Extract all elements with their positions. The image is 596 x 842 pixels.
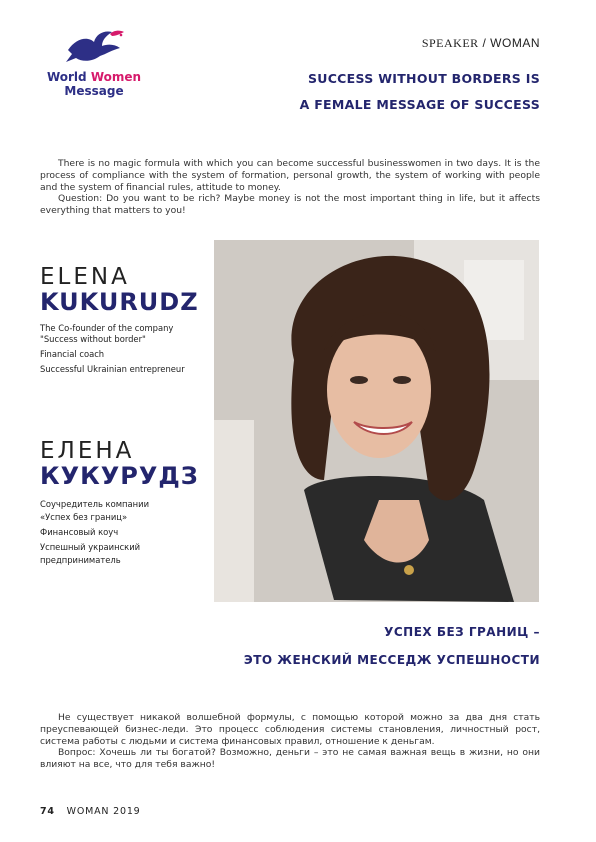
headline-ru-line1: УСПЕХ БЕЗ ГРАНИЦ – bbox=[384, 625, 540, 639]
logo-word-world: World bbox=[46, 70, 87, 84]
speaker-photo bbox=[214, 240, 539, 602]
role-en-2: "Success without border" bbox=[40, 334, 146, 344]
headline-english bbox=[300, 66, 540, 118]
page-number: 74 bbox=[40, 806, 55, 817]
intro-ru-paragraph-1: Не существует никакой волшебной формулы, с помощью которой можно за два дня стать преуспевающей бизнес-леди. Это процесс соблюдения системы становления, личностный рост, система работы с людьми и система финансовых правил, отношение к деньгам. bbox=[40, 712, 540, 747]
role-ru-1: Соучредитель компании bbox=[40, 499, 150, 509]
logo-word-women: Women bbox=[90, 70, 142, 84]
logo bbox=[44, 28, 144, 108]
headline-en-line1: SUCCESS WITHOUT BORDERS IS bbox=[307, 71, 540, 86]
intro-english bbox=[40, 158, 540, 217]
role-en-4: Successful Ukrainian entrepreneur bbox=[40, 364, 185, 374]
intro-en-paragraph-2: Question: Do you want to be rich? Maybe money is not the most important thing in life, but it affects everything that matters to you! bbox=[40, 193, 540, 217]
speaker-first-name-ru: ЕЛЕНА bbox=[40, 438, 135, 464]
speaker-roles-ru bbox=[40, 498, 149, 567]
headline-en-line2: A FEMALE MESSAGE OF SUCCESS bbox=[299, 97, 540, 112]
intro-en-paragraph-1: There is no magic formula with which you can become successful businesswomen in two days. It is the process of compliance with the system of formation, personal growth, the system of working with people and the system of financial rules, attitude to money. bbox=[40, 158, 540, 193]
intro-russian bbox=[40, 712, 540, 771]
speaker-roles-en bbox=[40, 322, 185, 376]
page-footer bbox=[40, 806, 141, 817]
role-ru-4: Успешный украинский bbox=[40, 542, 141, 552]
speaker-last-name-ru: КУКУРУДЗ bbox=[40, 462, 199, 490]
headline-russian bbox=[244, 618, 540, 674]
role-ru-2: «Успех без границ» bbox=[40, 512, 128, 522]
logo-word-message: Message bbox=[64, 84, 124, 98]
section-label bbox=[422, 36, 540, 51]
intro-ru-paragraph-2: Вопрос: Хочешь ли ты богатой? Возможно, деньги – это не самая важная вещь в жизни, но они влияют на все, что для тебя важно! bbox=[40, 747, 540, 771]
role-ru-5: предприниматель bbox=[40, 555, 121, 565]
headline-ru-line2: ЭТО ЖЕНСКИЙ МЕССЕДЖ УСПЕШНОСТИ bbox=[243, 653, 540, 667]
footer-label: WOMAN 2019 bbox=[66, 806, 141, 817]
role-en-3: Financial coach bbox=[40, 349, 105, 359]
section-separator: / bbox=[478, 36, 491, 50]
section-category: WOMAN bbox=[490, 36, 540, 50]
dove-icon bbox=[62, 28, 126, 70]
speaker-last-name-en: KUKURUDZ bbox=[40, 288, 199, 316]
section-name: SPEAKER bbox=[421, 36, 479, 50]
logo-wordmark bbox=[44, 70, 144, 98]
role-en-1: The Co-founder of the company bbox=[40, 323, 174, 333]
role-ru-3: Финансовый коуч bbox=[40, 527, 119, 537]
speaker-first-name-en: ELENA bbox=[40, 264, 130, 290]
